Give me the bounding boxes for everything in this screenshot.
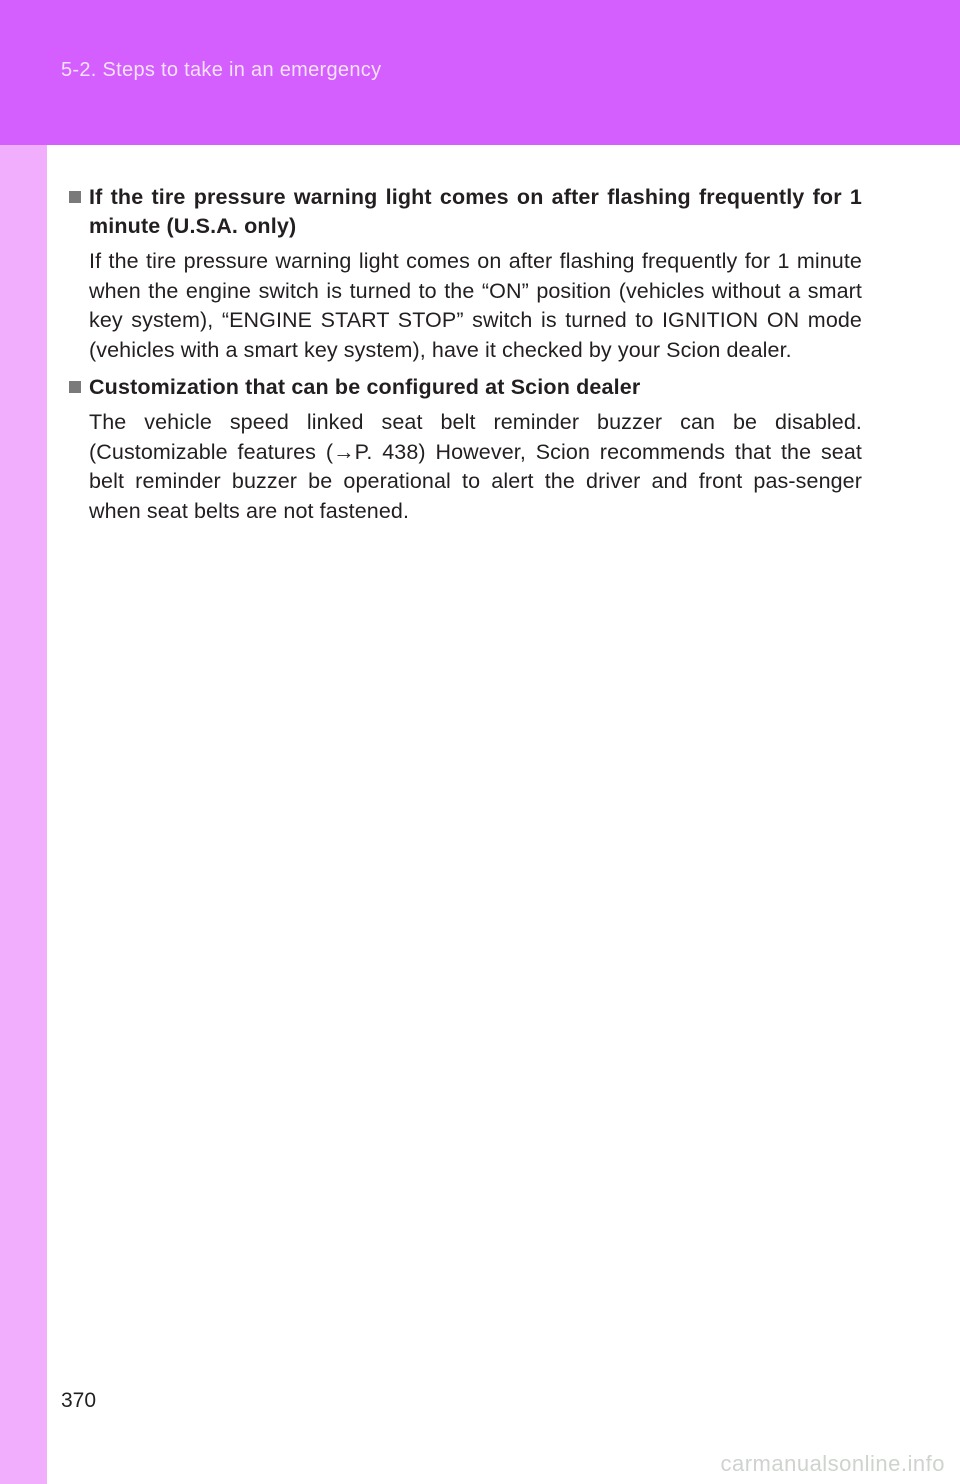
section-heading	[69, 183, 862, 241]
page-header	[0, 0, 960, 145]
square-bullet-icon	[69, 191, 81, 203]
square-bullet-icon	[69, 381, 81, 393]
section-body: If the tire pressure warning light comes on after flashing frequently for 1 minute when the engine switch is turned to the “ON” position (vehicles without a smart key system), “ENGINE START STOP” switch is turned to IGNITION ON mode (vehicles with a smart key system), have it checked by your Scion dealer.	[89, 249, 862, 362]
side-margin-band	[0, 145, 47, 1484]
watermark-text: carmanualsonline.info	[720, 1451, 945, 1476]
page-content	[69, 183, 862, 534]
section-customization	[69, 373, 862, 526]
section-tire-pressure-warning	[69, 183, 862, 365]
section-breadcrumb: 5-2. Steps to take in an emergency	[61, 59, 382, 81]
section-body: The vehicle speed linked seat belt reminder buzzer can be disabled. (Customizable features (→P. 438) However, Scion recommends that the seat belt reminder buzzer be operational to alert the driver and front pas-senger when seat belts are not fastened.	[89, 410, 862, 523]
section-heading	[69, 373, 862, 402]
section-heading-text: Customization that can be configured at Scion dealer	[89, 375, 641, 399]
section-heading-text: If the tire pressure warning light comes on after flashing frequently for 1 minute (U.S.A. only)	[89, 185, 862, 238]
page-number: 370	[61, 1389, 97, 1412]
